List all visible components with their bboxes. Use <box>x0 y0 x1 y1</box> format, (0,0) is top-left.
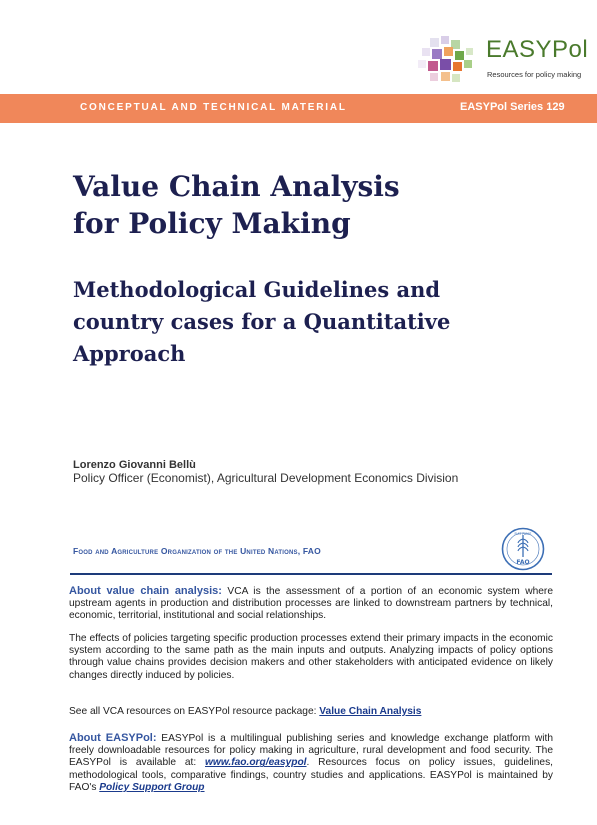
policy-support-group-link[interactable]: Policy Support Group <box>99 781 205 793</box>
brand-name: EASYPol <box>486 36 589 63</box>
subtitle-line-1: Methodological Guidelines and <box>73 277 441 302</box>
subtitle-line-3: Approach <box>73 341 186 366</box>
resources-prefix: See all VCA resources on EASYPol resource package: <box>69 706 320 717</box>
title-line-2: for Policy Making <box>73 207 351 240</box>
about-vca-text: VCA is the assessment of a portion of an economic system where upstream agents in production and distribution processes are linked to downstream partners by technical, economic, territorial, institutional and social relationships. <box>69 586 553 622</box>
subtitle-line-2: country cases for a Quantitative <box>73 309 451 334</box>
document-title <box>73 168 573 242</box>
title-line-1: Value Chain Analysis <box>73 170 400 203</box>
emblem-motto: FIAT PANIS <box>514 532 532 536</box>
about-easypol-lead: About EASYPol: <box>69 732 157 744</box>
resources-paragraph <box>69 706 553 718</box>
value-chain-analysis-link[interactable]: Value Chain Analysis <box>319 706 422 717</box>
about-easypol-paragraph <box>69 732 553 794</box>
section-divider <box>70 573 552 575</box>
document-subtitle <box>73 274 573 370</box>
fao-emblem-icon <box>501 527 545 571</box>
author-name: Lorenzo Giovanni Bellù <box>73 459 196 471</box>
svg-text:FAO: FAO <box>516 559 530 566</box>
brand-tagline: Resources for policy making <box>487 70 582 79</box>
material-type-label: CONCEPTUAL AND TECHNICAL MATERIAL <box>80 102 347 113</box>
organization-name: Food and Agriculture Organization of the United Nations, FAO <box>73 546 321 556</box>
easypol-logo-mosaic-icon <box>410 32 480 88</box>
band-divider <box>0 123 597 128</box>
series-number: EASYPol Series 129 <box>460 101 565 113</box>
author-role: Policy Officer (Economist), Agricultural Development Economics Division <box>73 471 459 485</box>
about-vca-paragraph <box>69 585 553 623</box>
about-easypol-text-2: . Resources focus on policy issues, guidelines, methodological tools, comparative findings, country studies and applications. EASYPol is maintained by FAO's <box>69 757 553 793</box>
about-easypol-text-1: EASYPol is a multilingual publishing series and knowledge exchange platform with freely downloadable resources for policy making in agriculture, rural development and food security. The EASYPol is available at: <box>69 733 553 769</box>
about-vca-lead: About value chain analysis: <box>69 585 222 597</box>
effects-paragraph: The effects of policies targeting specific production processes extend their primary impacts in the economic system according to the same path as the main inputs and outputs. Analyzing impacts of policy options through value chains provides decision makers and other stakeholders with anticipated evidence on likely changes directly induced by policies. <box>69 633 553 681</box>
easypol-url-link[interactable]: www.fao.org/easypol <box>205 757 307 769</box>
